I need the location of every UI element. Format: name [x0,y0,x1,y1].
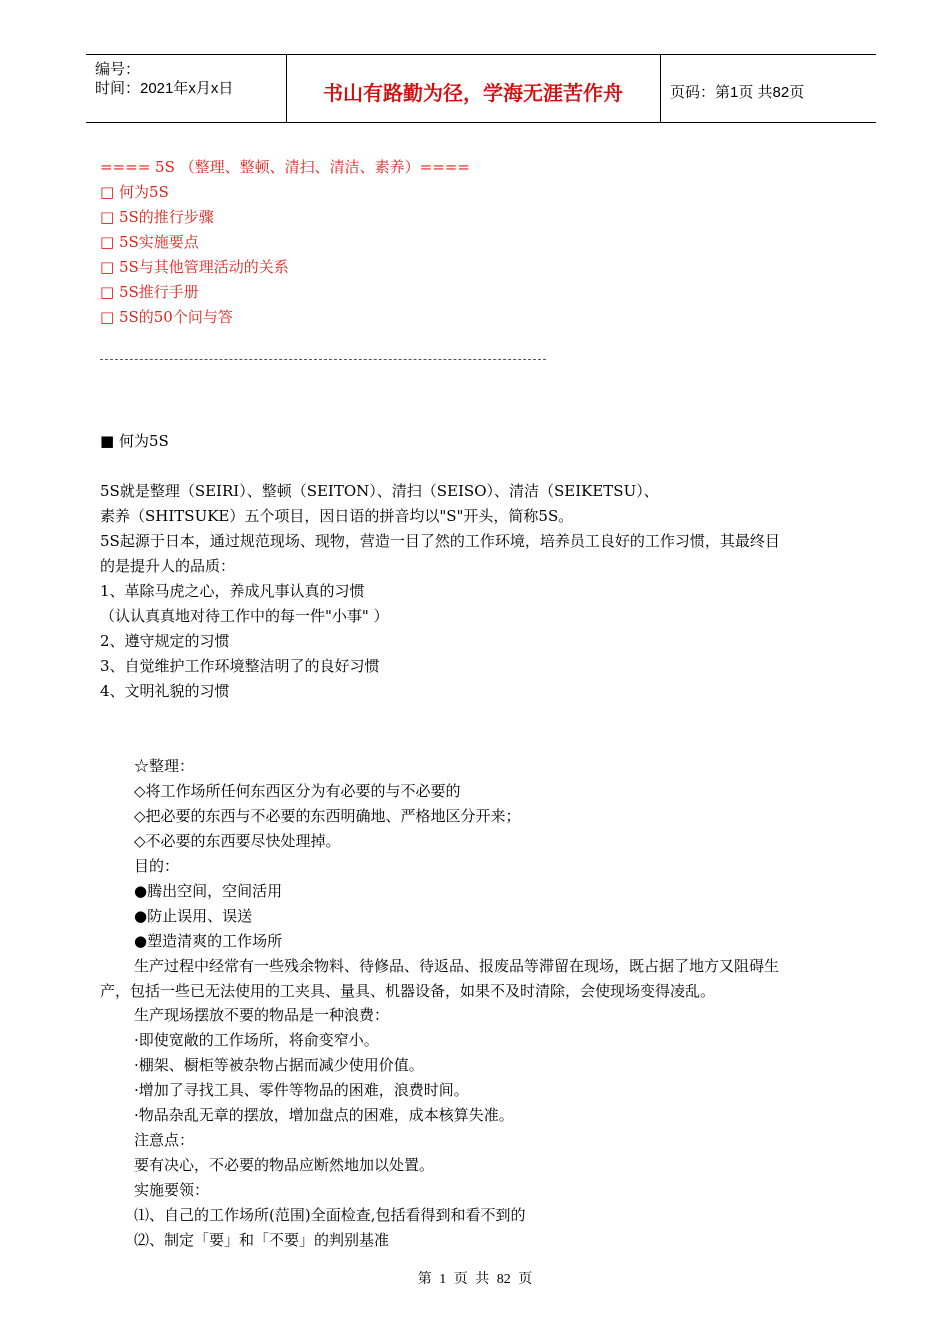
footer-text: 页 [453,1272,468,1287]
seiri-line: ◇不必要的东西要尽快处理掉。 [134,832,341,850]
seiri-line: ·棚架、橱柜等被杂物占据而减少使用价值。 [134,1056,424,1074]
seiri-line: ☆整理： [134,757,195,775]
header-top-border [86,54,876,55]
body-line: 素养（SHITSUKE）五个项目，因日语的拼音均以"S"开头，简称5S。 [100,507,574,525]
header-number-label: 编号： [95,61,141,78]
toc-item: □ 5S推行手册 [100,283,199,301]
seiri-line: ·物品杂乱无章的摆放，增加盘点的困难，成本核算失准。 [134,1106,514,1124]
seiri-line: ◇将工作场所任何东西区分为有必要的与不必要的 [134,782,461,800]
seiri-line: ●腾出空间，空间活用 [134,882,283,900]
toc-item: □ 5S的推行步骤 [100,208,214,226]
seiri-line: 生产过程中经常有一些残余物料、待修品、待返品、报废品等滞留在现场，既占据了地方又阻碍生 [134,957,780,975]
header-page-label: 页码：第1页 共82页 [670,84,805,101]
footer-text: 页 [518,1272,533,1287]
section-divider [100,359,546,360]
body-line: 的是提升人的品质： [100,557,236,575]
seiri-line: ⑴、自己的工作场所(范围)全面检查,包括看得到和看不到的 [134,1206,526,1224]
header-divider-left [286,54,287,122]
header-bottom-border [86,122,876,123]
seiri-line: ●防止误用、误送 [134,907,253,925]
body-line: 5S就是整理（SEIRI）、整顿（SEITON）、清扫（SEISO）、清洁（SEIKETSU）、 [100,482,659,500]
toc-title: ==== 5S （整理、整顿、清扫、清洁、素养）==== [100,158,470,176]
body-line: 3、自觉维护工作环境整洁明了的良好习惯 [100,657,380,675]
seiri-line: ·增加了寻找工具、零件等物品的困难，浪费时间。 [134,1081,469,1099]
body-line: 2、遵守规定的习惯 [100,632,230,650]
body-line: 4、文明礼貌的习惯 [100,682,230,700]
header-time-label: 时间：2021年x月x日 [95,80,234,97]
seiri-line: ·即使宽敞的工作场所，将俞变窄小。 [134,1031,379,1049]
header-motto: 书山有路勤为径，学海无涯苦作舟 [323,81,623,105]
seiri-line: 要有决心，不必要的物品应断然地加以处置。 [134,1156,435,1174]
footer-text: 共 [475,1272,490,1287]
header-divider-right [660,54,661,122]
section-heading: ■ 何为5S [100,432,169,450]
body-line: （认认真真地对待工作中的每一件"小事" ） [100,607,389,625]
seiri-line: 目的： [134,857,180,875]
seiri-line: 产，包括一些已无法使用的工夹具、量具、机器设备，如果不及时清除，会使现场变得凌乱。 [100,982,716,1000]
page-footer [0,1268,950,1288]
seiri-line: ◇把必要的东西与不必要的东西明确地、严格地区分开来； [134,807,521,825]
seiri-line: ●塑造清爽的工作场所 [134,932,283,950]
body-line: 1、革除马虎之心，养成凡事认真的习惯 [100,582,365,600]
seiri-line: 实施要领： [134,1181,210,1199]
footer-total-pages: 82 [496,1272,511,1287]
body-line: 5S起源于日本，通过规范现场、现物，营造一目了然的工作环境，培养员工良好的工作习惯，其最终目 [100,532,780,550]
toc-item: □ 5S与其他管理活动的关系 [100,258,289,276]
toc-item: □ 5S的50个问与答 [100,308,233,326]
seiri-line: 注意点： [134,1131,195,1149]
toc-item: □ 何为5S [100,183,169,201]
toc-item: □ 5S实施要点 [100,233,199,251]
footer-page-number: 1 [439,1272,447,1287]
seiri-line: 生产现场摆放不要的物品是一种浪费： [134,1006,390,1024]
seiri-line: ⑵、制定「要」和「不要」的判别基准 [134,1231,390,1249]
footer-text: 第 [417,1272,432,1287]
